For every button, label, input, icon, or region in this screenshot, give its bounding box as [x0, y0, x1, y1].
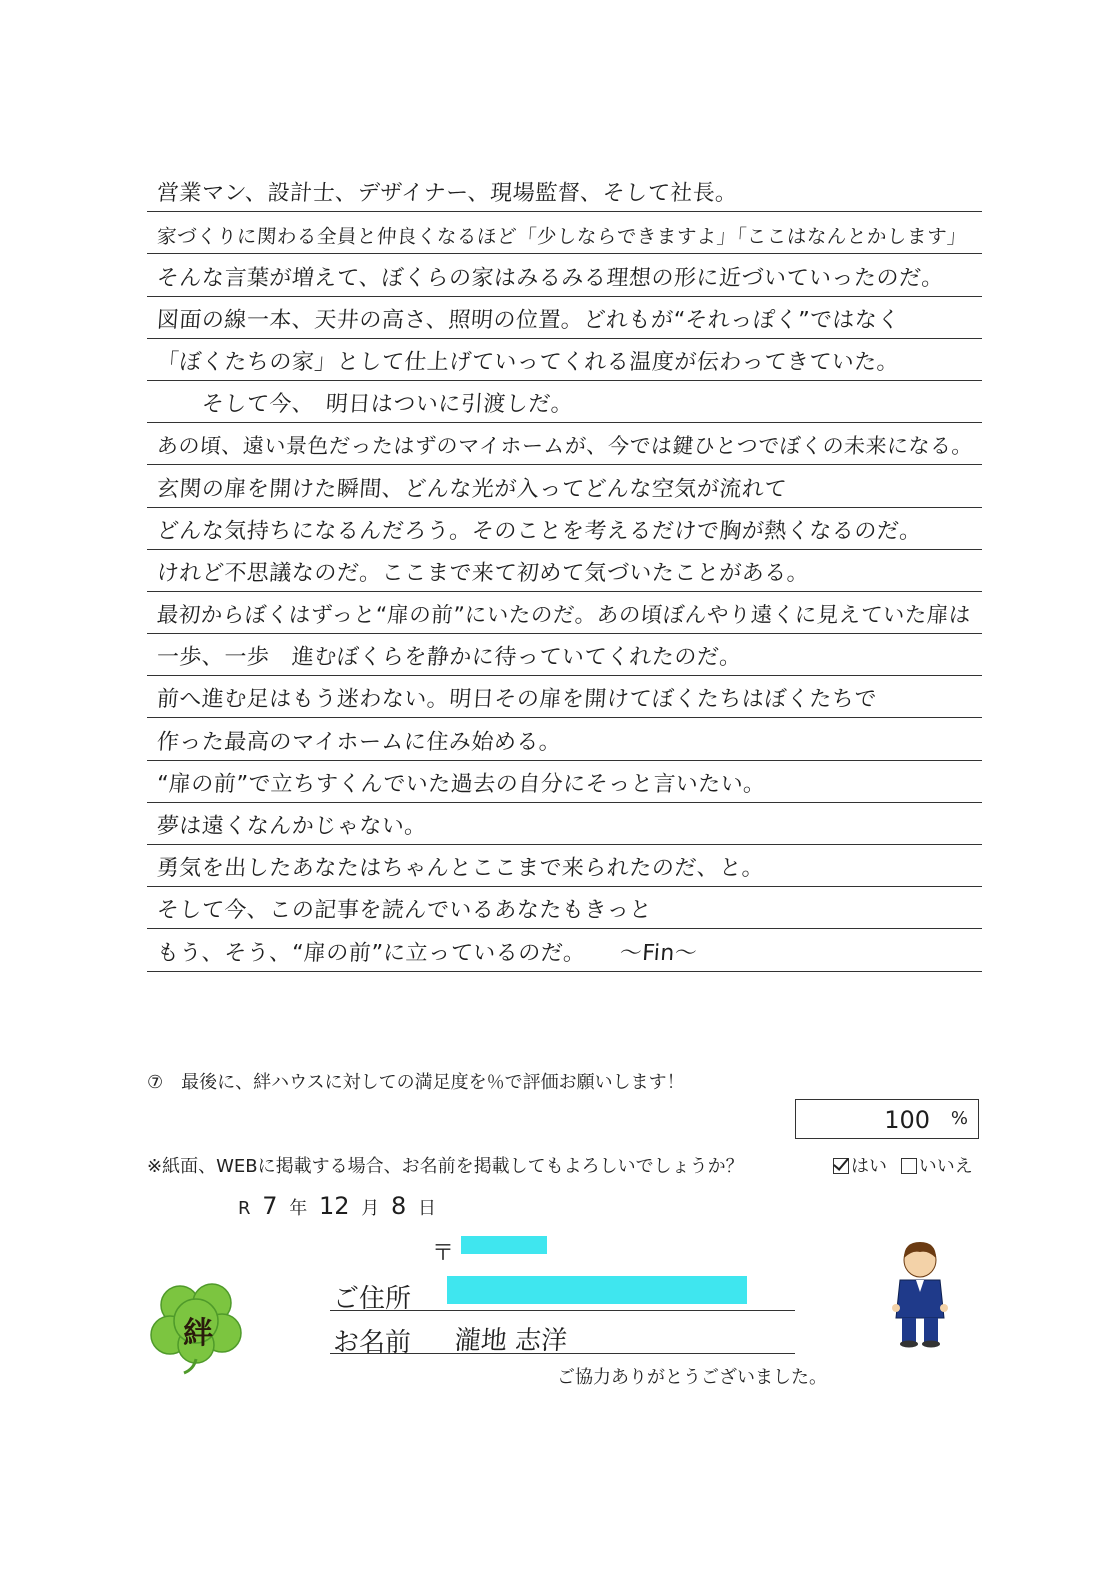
ruled-line — [147, 339, 982, 381]
consent-yes-label: はい — [851, 1156, 887, 1177]
ruled-line — [147, 423, 982, 465]
handwritten-line-text: 前へ進む足はもう迷わない。明日その扉を開けてぼくたちはぼくたちで — [155, 687, 878, 713]
consent-no-checkbox[interactable] — [901, 1158, 917, 1174]
handwritten-line-text: そして今、この記事を読んでいるあなたもきっと — [155, 898, 653, 924]
postal-mark: 〒 — [432, 1241, 455, 1266]
consent-question: ※紙面、WEBに掲載する場合、お名前を掲載してもよろしいでしょうか？ — [147, 1156, 744, 1177]
date-day: 8 — [391, 1192, 407, 1220]
handwritten-line-text: 夢は遠くなんかじゃない。 — [155, 814, 428, 839]
handwritten-line-text: もう、そう、“扉の前”に立っているのだ。 ～Fin～ — [155, 940, 699, 966]
handwritten-line-text: 家づくりに関わる全員と仲良くなるほど「少しならできますよ」「ここはなんとかします」 — [156, 225, 968, 249]
ruled-line — [147, 803, 982, 845]
name-underline — [330, 1353, 795, 1354]
handwritten-line-text: 「ぼくたちの家」として仕上げていってくれる温度が伝わってきていた。 — [155, 349, 901, 375]
consent-no-label: いいえ — [918, 1156, 973, 1177]
ruled-line — [147, 718, 982, 760]
satisfaction-score-box — [795, 1099, 979, 1139]
ruled-line — [147, 887, 982, 929]
name-label: お名前 — [333, 1328, 412, 1358]
handwritten-line-text: 玄関の扉を開けた瞬間、どんな光が入ってどんな空気が流れて — [155, 476, 788, 502]
ruled-line — [147, 550, 982, 592]
satisfaction-unit: % — [950, 1108, 968, 1129]
satisfaction-score: 100 — [884, 1106, 930, 1134]
ruled-line — [147, 761, 982, 803]
consent-options — [833, 1152, 973, 1178]
bowing-person-icon — [888, 1240, 952, 1348]
date-year: 7 — [262, 1192, 278, 1220]
ruled-line — [147, 845, 982, 887]
handwritten-line-text: 作った最高のマイホームに住み始める。 — [155, 729, 563, 755]
name-consent — [147, 1152, 987, 1178]
thanks-message: ご協力ありがとうございました。 — [557, 1367, 827, 1388]
handwritten-line-text: 一歩、一歩 進むぼくらを静かに待っていてくれたのだ。 — [155, 645, 743, 671]
date-month-unit: 月 — [361, 1198, 380, 1219]
handwritten-line-text: どんな気持ちになるんだろう。そのことを考えるだけで胸が熱くなるのだ。 — [155, 518, 923, 544]
mascot-figure — [888, 1240, 952, 1348]
clover-logo — [150, 1283, 246, 1375]
handwritten-line-text: 勇気を出したあなたはちゃんとここまで来られたのだ、と。 — [155, 856, 766, 882]
handwritten-line-text: “扉の前”で立ちすくんでいた過去の自分にそっと言いたい。 — [155, 771, 767, 797]
ruled-line — [147, 297, 982, 339]
date-year-unit: 年 — [289, 1198, 308, 1219]
ruled-line — [147, 676, 982, 718]
address-redaction — [447, 1276, 747, 1304]
ruled-line — [147, 212, 982, 254]
handwritten-line-text: 営業マン、設計士、デザイナー、現場監督、そして社長。 — [155, 181, 739, 207]
logo-text: 絆 — [183, 1316, 213, 1351]
date-month: 12 — [319, 1192, 350, 1220]
consent-yes-checkbox[interactable] — [833, 1158, 849, 1174]
name-value: 瀧地 志洋 — [453, 1326, 569, 1356]
address-label: ご住所 — [333, 1284, 412, 1314]
handwritten-line-text: そんな言葉が増えて、ぼくらの家はみるみる理想の形に近づいていったのだ。 — [155, 265, 945, 291]
address-underline — [330, 1310, 795, 1311]
ruled-line — [147, 508, 982, 550]
handwritten-line-text: そして今、 明日はついに引渡しだ。 — [155, 392, 575, 418]
ruled-line — [147, 170, 982, 212]
date-era: R — [238, 1198, 251, 1219]
handwritten-line-text: あの頃、遠い景色だったはずのマイホームが、今では鍵ひとつでぼくの未来になる。 — [156, 434, 974, 459]
handwritten-line-text: 図面の線一本、天井の高さ、照明の位置。どれもが“それっぽく”ではなく — [155, 307, 901, 333]
ruled-line — [147, 929, 982, 971]
satisfaction-question: ⑦ 最後に、絆ハウスに対しての満足度を％で評価お願いします！ — [147, 1072, 685, 1093]
ruled-line — [147, 592, 982, 634]
ruled-line — [147, 254, 982, 296]
postal-code-redaction — [461, 1236, 547, 1254]
ruled-line — [147, 465, 982, 507]
date — [238, 1192, 436, 1220]
date-day-unit: 日 — [418, 1198, 437, 1219]
ruled-line — [147, 634, 982, 676]
handwritten-message — [147, 170, 982, 972]
handwritten-line-text: 最初からぼくはずっと“扉の前”にいたのだ。あの頃ぼんやり遠くに見えていた扉は — [155, 603, 972, 629]
ruled-line — [147, 381, 982, 423]
handwritten-line-text: けれど不思議なのだ。ここまで来て初めて気づいたことがある。 — [155, 560, 811, 586]
